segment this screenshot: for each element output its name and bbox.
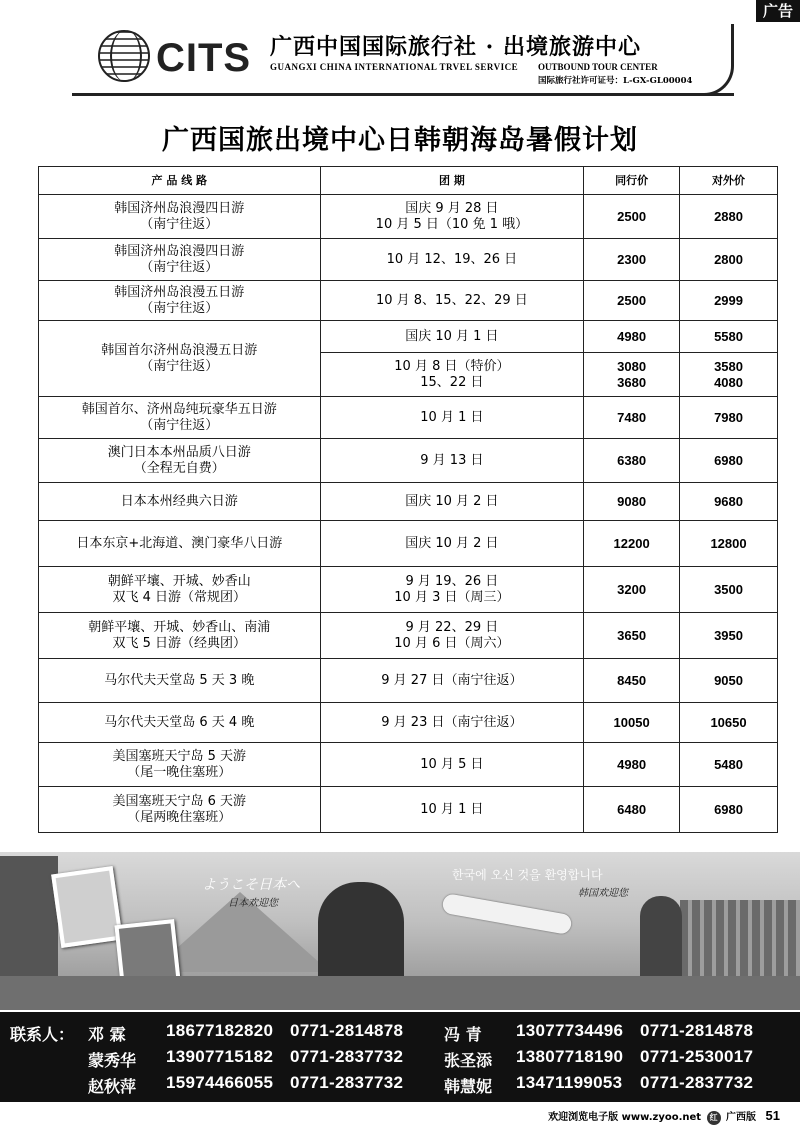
edition-name: 广西版 [726,1112,757,1123]
company-name-en: GUANGXI CHINA INTERNATIONAL TRVEL SERVICE [270,62,519,72]
peer-price: 12200 [584,521,680,567]
contact-mobile: 13807718190 [516,1047,624,1066]
dates-cell: 10 月 1 日 [320,787,584,833]
contact-name: 韩慧妮 [444,1077,493,1096]
public-price: 2880 [680,195,778,239]
dates-cell: 9 月 22、29 日 10 月 6 日（周六） [320,613,584,659]
table-row [39,703,778,743]
contact-name: 赵秋萍 [88,1077,137,1096]
contact-mobile: 15974466055 [166,1073,274,1092]
public-price: 6980 [680,787,778,833]
contact-name: 蒙秀华 [88,1051,137,1070]
public-price: 3950 [680,613,778,659]
table-row [39,483,778,521]
dates-cell: 10 月 8、15、22、29 日 [320,281,584,321]
contact-phone: 0771-2814878 [290,1021,404,1040]
price-table [38,166,778,833]
dates-cell: 10 月 8 日（特价） 15、22 日 [320,353,584,397]
dates-cell: 9 月 13 日 [320,439,584,483]
globe-logo-icon [98,30,150,82]
dates-cell: 国庆 10 月 2 日 [320,521,584,567]
public-price: 9050 [680,659,778,703]
contact-phone: 0771-2814878 [640,1021,754,1040]
table-row [39,521,778,567]
route-cell: 美国塞班天宁岛 5 天游 （尾一晚住塞班） [39,743,321,787]
logo-text: CITS [156,36,252,80]
dates-cell: 10 月 1 日 [320,397,584,439]
welcome-japanese: ようこそ日本へ [202,877,300,893]
welcome-korean: 한국에 오신 것을 환영합니다 [452,868,603,882]
route-cell: 日本东京+北海道、澳门豪华八日游 [39,521,321,567]
peer-price: 9080 [584,483,680,521]
dates-cell: 国庆 10 月 1 日 [320,321,584,353]
contact-phone: 0771-2837732 [640,1073,754,1092]
page-number: 51 [765,1108,780,1123]
dates-cell: 9 月 27 日（南宁往返） [320,659,584,703]
peer-price: 2500 [584,195,680,239]
table-row [39,397,778,439]
contacts-bar [0,1012,800,1102]
table-row [39,613,778,659]
department-name-en: OUTBOUND TOUR CENTER [538,62,658,72]
peer-price: 3650 [584,613,680,659]
table-row [39,567,778,613]
route-cell: 澳门日本本州品质八日游 （全程无自费） [39,439,321,483]
public-price: 12800 [680,521,778,567]
company-name: 广西中国国际旅行社 · 出境旅游中心 [270,34,641,60]
contact-mobile: 13471199053 [516,1073,623,1092]
public-price: 5580 [680,321,778,353]
ad-tag: 广告 [756,0,800,22]
public-price: 3500 [680,567,778,613]
route-cell: 韩国首尔、济州岛纯玩豪华五日游 （南宁往返） [39,397,321,439]
welcome-japan-cn: 日本欢迎您 [228,898,278,909]
public-price: 10650 [680,703,778,743]
table-row [39,743,778,787]
table-row [39,195,778,239]
header-divider [72,93,734,96]
photo-geisha [51,866,123,948]
public-price: 2800 [680,239,778,281]
peer-price: 3200 [584,567,680,613]
public-price: 3580 4080 [680,353,778,397]
flower-field-image [0,976,800,1010]
page-title: 广西国旅出境中心日韩朝海岛暑假计划 [162,125,638,156]
peer-price: 7480 [584,397,680,439]
contact-phone: 0771-2530017 [640,1047,754,1066]
contact-mobile: 18677182820 [166,1021,274,1040]
public-price: 2999 [680,281,778,321]
dates-cell: 国庆 10 月 2 日 [320,483,584,521]
public-price: 6980 [680,439,778,483]
header-public-price: 对外价 [680,167,778,195]
contact-phone: 0771-2837732 [290,1047,404,1066]
license-number: 国际旅行社许可证号：L-GX-GL00004 [538,76,693,86]
route-cell: 美国塞班天宁岛 6 天游 （尾两晚住塞班） [39,787,321,833]
dates-cell: 9 月 23 日（南宁往返） [320,703,584,743]
contacts-label: 联系人： [10,1025,75,1044]
contact-name: 邓 霖 [88,1025,126,1044]
table-row [39,659,778,703]
table-row [39,321,778,353]
route-cell: 韩国济州岛浪漫四日游 （南宁往返） [39,195,321,239]
table-header-row [39,167,778,195]
table-row [39,787,778,833]
header-dates: 团 期 [320,167,584,195]
contact-phone: 0771-2837732 [290,1073,404,1092]
route-cell: 马尔代夫天堂岛 6 天 4 晚 [39,703,321,743]
header [72,24,734,96]
public-price: 5480 [680,743,778,787]
dates-cell: 9 月 19、26 日 10 月 3 日（周三） [320,567,584,613]
peer-price: 2500 [584,281,680,321]
dates-cell: 10 月 12、19、26 日 [320,239,584,281]
peer-price: 4980 [584,743,680,787]
header-route: 产 品 线 路 [39,167,321,195]
table-row [39,439,778,483]
peer-price: 6380 [584,439,680,483]
peer-price: 6480 [584,787,680,833]
route-cell: 韩国济州岛浪漫四日游 （南宁往返） [39,239,321,281]
dates-cell: 10 月 5 日 [320,743,584,787]
contact-mobile: 13077734496 [516,1021,624,1040]
peer-price: 8450 [584,659,680,703]
header-peer-price: 同行价 [584,167,680,195]
contact-mobile: 13907715182 [166,1047,274,1066]
table-row [39,281,778,321]
contact-name: 张圣添 [444,1051,493,1070]
route-cell: 马尔代夫天堂岛 5 天 3 晚 [39,659,321,703]
public-price: 9680 [680,483,778,521]
route-cell: 韩国济州岛浪漫五日游 （南宁往返） [39,281,321,321]
route-cell: 朝鲜平壤、开城、妙香山 双飞 4 日游（常规团） [39,567,321,613]
public-price: 7980 [680,397,778,439]
promo-banner [0,852,800,1010]
page-footer [548,1108,780,1125]
pagoda-image [0,856,58,986]
peer-price: 3080 3680 [584,353,680,397]
peer-price: 10050 [584,703,680,743]
route-cell: 朝鲜平壤、开城、妙香山、南浦 双飞 5 日游（经典团） [39,613,321,659]
peer-price: 2300 [584,239,680,281]
table-row [39,239,778,281]
welcome-korea-cn: 韩国欢迎您 [578,888,628,899]
edition-badge-icon: 红 [707,1111,721,1125]
footer-url-text[interactable]: 欢迎浏览电子版 www.zyoo.net [548,1112,702,1123]
peer-price: 4980 [584,321,680,353]
airplane-image [441,893,572,935]
route-cell: 日本本州经典六日游 [39,483,321,521]
contact-name: 冯 青 [444,1025,482,1044]
dates-cell: 国庆 9 月 28 日 10 月 5 日（10 免 1 哦） [320,195,584,239]
route-cell: 韩国首尔济州岛浪漫五日游 （南宁往返） [39,321,321,397]
